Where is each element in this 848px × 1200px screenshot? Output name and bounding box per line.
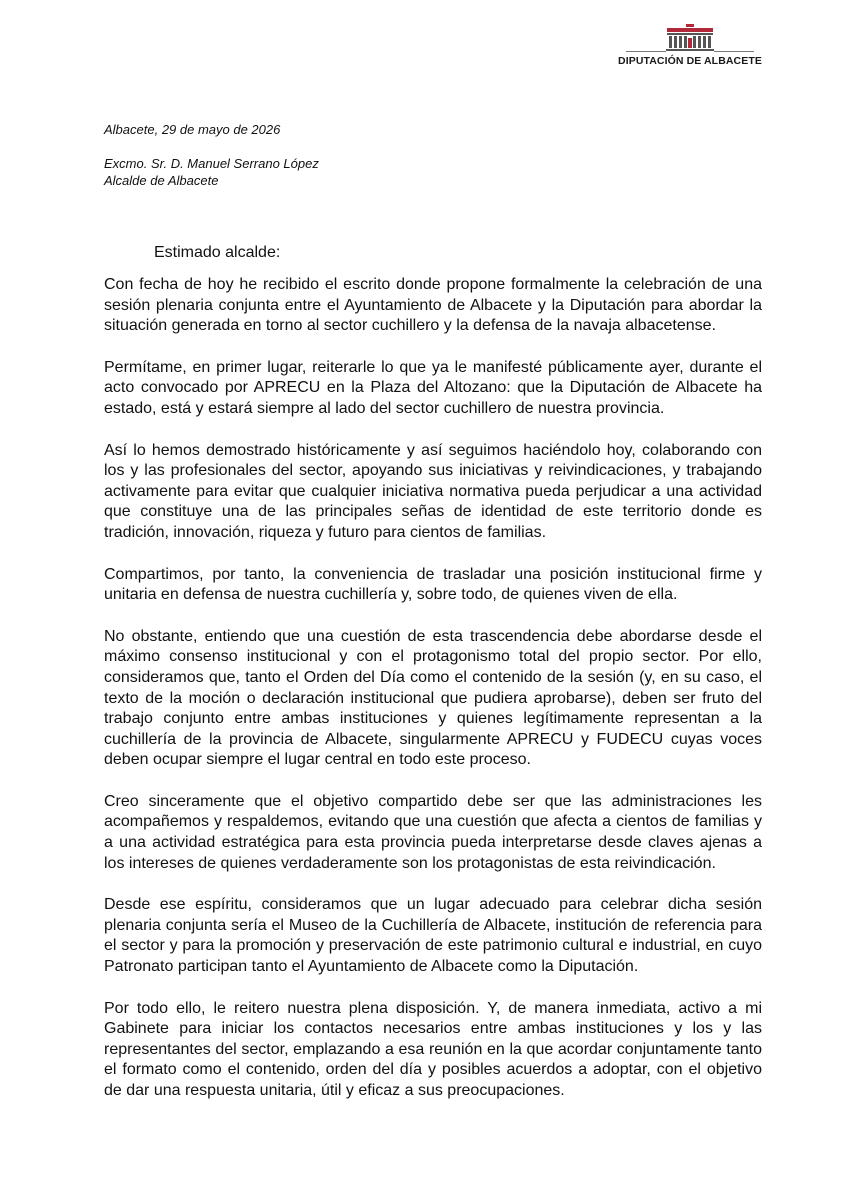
letterhead-rule-right (714, 51, 754, 52)
body-paragraph: Con fecha de hoy he recibido el escrito donde propone formalmente la celebración de una sesión plenaria conjunta entre el Ayuntamiento de Albacete y la Diputación para abordar la situación generada en torno al sector cuchillero y la defensa de la navaja albacetense. (104, 276, 762, 335)
body-paragraph: Creo sinceramente que el objetivo compartido debe ser que las administraciones les acompañemos y respaldemos, evitando que una cuestión que afecta a cientos de familias y a una actividad estratégica para esta provincia pueda interpretarse desde claves ajenas a los intereses de quienes verdaderamente son los protagonistas de esta reivindicación. (104, 792, 762, 872)
body-paragraph: Desde ese espíritu, consideramos que un lugar adecuado para celebrar dicha sesión plenaria conjunta sería el Museo de la Cuchillería de Albacete, institución de referencia para el sector y para la promoción y preservación de este patrimonio cultural e industrial, en cuyo Patronato participan tanto el Ayuntamiento de Albacete como la Diputación. (104, 896, 762, 976)
body-paragraph: Por todo ello, le reitero nuestra plena disposición. Y, de manera inmediata, activo a mi Gabinete para iniciar los contactos necesarios entre ambas instituciones y los y las representantes del sector, emplazando a esa reunión en la que acordar conjuntamente tanto el formato como el contenido, orden del día y posibles acuerdos a adoptar, con el objetivo de dar una respuesta unitaria, útil y eficaz a sus preocupaciones. (104, 999, 762, 1099)
body-paragraph: No obstante, entiendo que una cuestión de esta trascendencia debe abordarse desde el máximo consenso institucional y con el protagonismo total del propio sector. Por ello, consideramos que, tanto el Orden del Día como el contenido de la sesión (y, en su caso, el texto de la moción o declaración institucional que pudiera aprobarse), deben ser fruto del trabajo conjunto entre ambas instituciones y quienes legítimamente representan a la cuchillería de la provincia de Albacete, singularmente APRECU y FUDECU cuyas voces deben ocupar siempre el lugar central en todo este proceso. (104, 627, 762, 769)
recipient-name: Excmo. Sr. D. Manuel Serrano López (104, 156, 319, 171)
body-paragraph: Compartimos, por tanto, la conveniencia de trasladar una posición institucional firme y unitaria en defensa de nuestra cuchillería y, sobre todo, de quienes viven de ella. (104, 565, 762, 604)
recipient-block (104, 155, 319, 189)
institution-name: DIPUTACIÓN DE ALBACETE (618, 55, 762, 67)
recipient-title: Alcalde de Albacete (104, 173, 219, 188)
date-line: Albacete, 29 de mayo de 2026 (104, 122, 281, 137)
body-paragraph: Así lo hemos demostrado históricamente y así seguimos haciéndolo hoy, colaborando con los y las profesionales del sector, apoyando sus iniciativas y reivindicaciones, y trabajando activamente para evitar que cualquier iniciativa normativa pueda perjudicar a una actividad que constituye una de las principales señas de identidad de este territorio donde es tradición, innovación, riqueza y futuro para cientos de familias. (104, 441, 762, 541)
letterhead-rule-left (626, 51, 666, 52)
salutation: Estimado alcalde: (154, 244, 281, 261)
body-paragraph: Permítame, en primer lugar, reiterarle lo que ya le manifesté públicamente ayer, durante el acto convocado por APRECU en la Plaza del Altozano: que la Diputación de Albacete ha estado, está y estará siempre al lado del sector cuchillero de nuestra provincia. (104, 358, 762, 417)
letterhead (618, 24, 762, 74)
letter-body (104, 275, 762, 1123)
palace-building-icon (664, 24, 716, 52)
